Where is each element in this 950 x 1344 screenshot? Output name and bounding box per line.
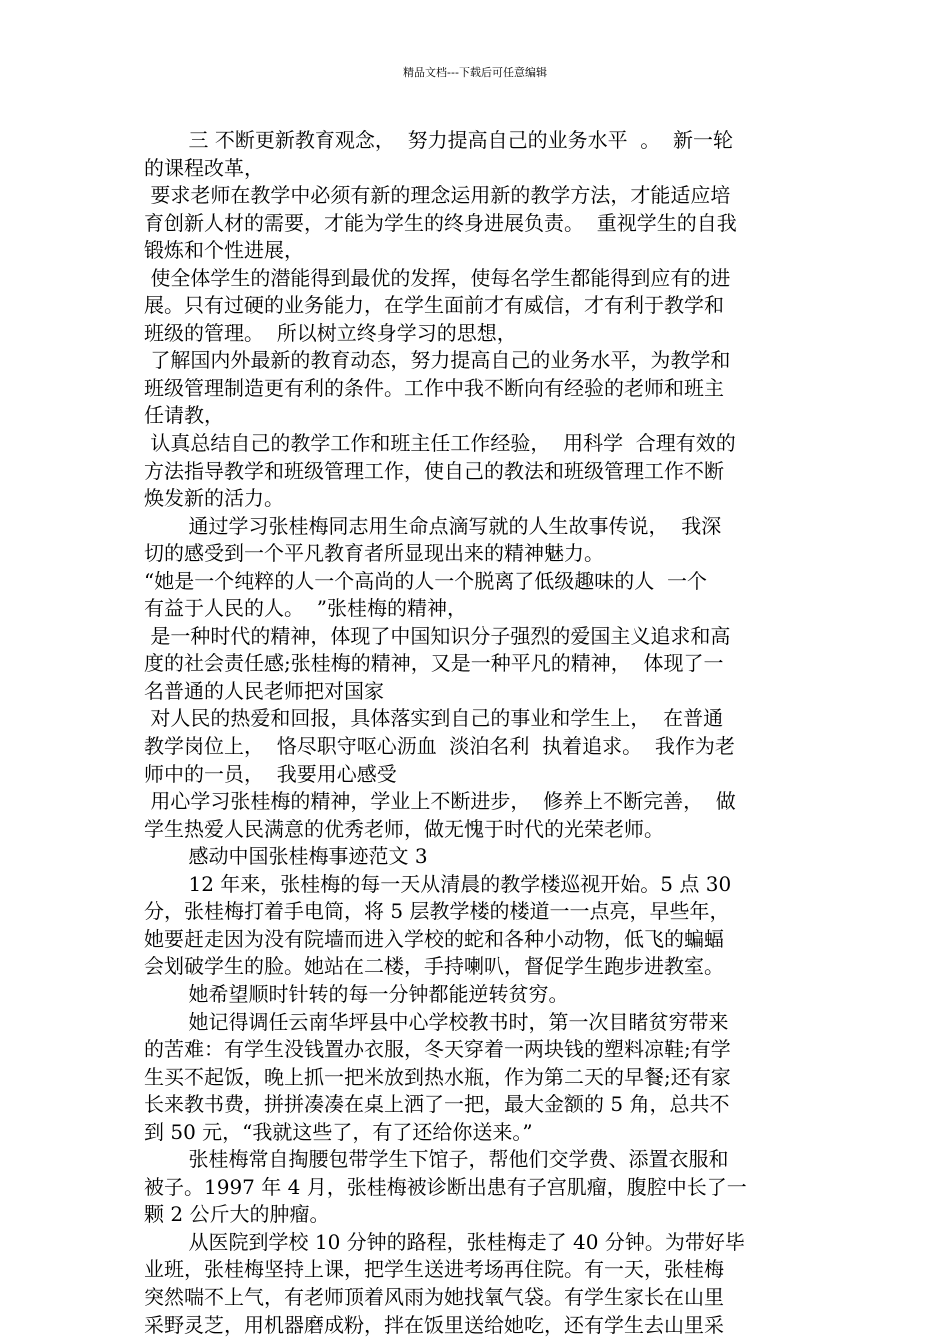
text-line: 锻炼和个性进展， (144, 238, 304, 263)
text-line: 会划破学生的脸。她站在二楼，手持喇叭，督促学生跑步进教室。 (144, 954, 724, 979)
text-line: 教学岗位上， 恪尽职守呕心沥血 淡泊名利 执着追求。 我作为老 (144, 734, 735, 759)
text-line: 任请教， (144, 403, 224, 428)
text-line: 要求老师在教学中必须有新的理念运用新的教学方法，才能适应培 (144, 183, 731, 208)
text-line: 张桂梅常自掏腰包带学生下馆子，帮他们交学费、添置衣服和 (144, 1147, 729, 1172)
text-line: 生买不起饭，晚上抓一把米放到热水瓶，作为第二天的早餐;还有家 (144, 1064, 731, 1089)
text-line: 学生热爱人民满意的优秀老师，做无愧于时代的光荣老师。 (144, 816, 664, 841)
text-line: 从医院到学校 10 分钟的路程，张桂梅走了 40 分钟。为带好毕 (144, 1229, 745, 1254)
text-line: 三 不断更新教育观念， 努力提高自己的业务水平 。 新一轮 (144, 128, 734, 152)
text-line: 方法指导教学和班级管理工作，使自己的教法和班级管理工作不断 (144, 458, 724, 483)
text-line: 师中的一员， 我要用心感受 (144, 761, 397, 786)
text-line: 焕发新的活力。 (144, 486, 284, 511)
text-line: 的课程改革， (144, 155, 264, 180)
text-line: 对人民的热爱和回报，具体落实到自己的事业和学生上， 在普通 (144, 706, 724, 731)
text-line: 使全体学生的潜能得到最优的发挥，使每名学生都能得到应有的进 (144, 265, 731, 290)
text-line: 展。只有过硬的业务能力，在学生面前才有威信，才有利于教学和 (144, 293, 724, 318)
page-header: 精品文档---下载后可任意编辑 (403, 66, 547, 79)
text-line: 业班，张桂梅坚持上课，把学生送进考场再住院。有一天，张桂梅 (144, 1257, 724, 1282)
text-line: 颗 2 公斤大的肿瘤。 (144, 1202, 330, 1227)
text-line: 12 年来，张桂梅的每一天从清晨的教学楼巡视开始。5 点 30 (144, 871, 732, 896)
text-line: 感动中国张桂梅事迹范文 3 (144, 844, 428, 869)
text-line: 名普通的人民老师把对国家 (144, 678, 384, 703)
text-line: 了解国内外最新的教育动态，努力提高自己的业务水平，为教学和 (144, 348, 731, 373)
text-line: 班级管理制造更有利的条件。工作中我不断向有经验的老师和班主 (144, 375, 724, 400)
text-line: 她要赶走因为没有院墙而进入学校的蛇和各种小动物，低飞的蝙蝠 (144, 926, 724, 951)
text-line: 班级的管理。 所以树立终身学习的思想， (144, 320, 517, 345)
text-line: 到 50 元，“我就这些了，有了还给你送来。” (144, 1119, 533, 1144)
text-line: 用心学习张桂梅的精神，学业上不断进步， 修养上不断完善， 做 (144, 789, 736, 814)
text-line: “她是一个纯粹的人一个高尚的人一个脱离了低级趣味的人 一个 (144, 568, 707, 593)
text-line: 被子。1997 年 4 月，张桂梅被诊断出患有子宫肌瘤，腹腔中长了一 (144, 1174, 747, 1199)
text-line: 认真总结自己的教学工作和班主任工作经验， 用科学 合理有效的 (144, 431, 736, 456)
text-line: 采野灵芝，用机器磨成粉，拌在饭里送给她吃，还有学生去山里采 (144, 1312, 724, 1337)
text-line: 分，张桂梅打着手电筒，将 5 层教学楼的楼道一一点亮，早些年， (144, 899, 730, 924)
document-body (144, 127, 814, 1339)
text-line: 度的社会责任感;张桂梅的精神，又是一种平凡的精神， 体现了一 (144, 651, 724, 676)
text-line: 的苦难：有学生没钱置办衣服，冬天穿着一两块钱的塑料凉鞋;有学 (144, 1037, 731, 1062)
text-line: 长来教书费，拼拼凑凑在桌上洒了一把，最大金额的 5 角，总共不 (144, 1092, 730, 1117)
text-line: 育创新人材的需要，才能为学生的终身进展负责。 重视学生的自我 (144, 210, 737, 235)
text-line: 有益于人民的人。 ”张桂梅的精神， (144, 596, 467, 621)
text-line: 她希望顺时针转的每一分钟都能逆转贫穷。 (144, 981, 569, 1006)
text-line: 切的感受到一个平凡教育者所显现出来的精神魅力。 (144, 541, 604, 566)
text-line: 突然喘不上气，有老师顶着风雨为她找氧气袋。有学生家长在山里 (144, 1284, 724, 1309)
text-line: 通过学习张桂梅同志用生命点滴写就的人生故事传说， 我深 (144, 513, 722, 538)
text-line: 她记得调任云南华坪县中心学校教书时，第一次目睹贫穷带来 (144, 1009, 729, 1034)
text-line: 是一种时代的精神，体现了中国知识分子强烈的爱国主义追求和高 (144, 623, 731, 648)
